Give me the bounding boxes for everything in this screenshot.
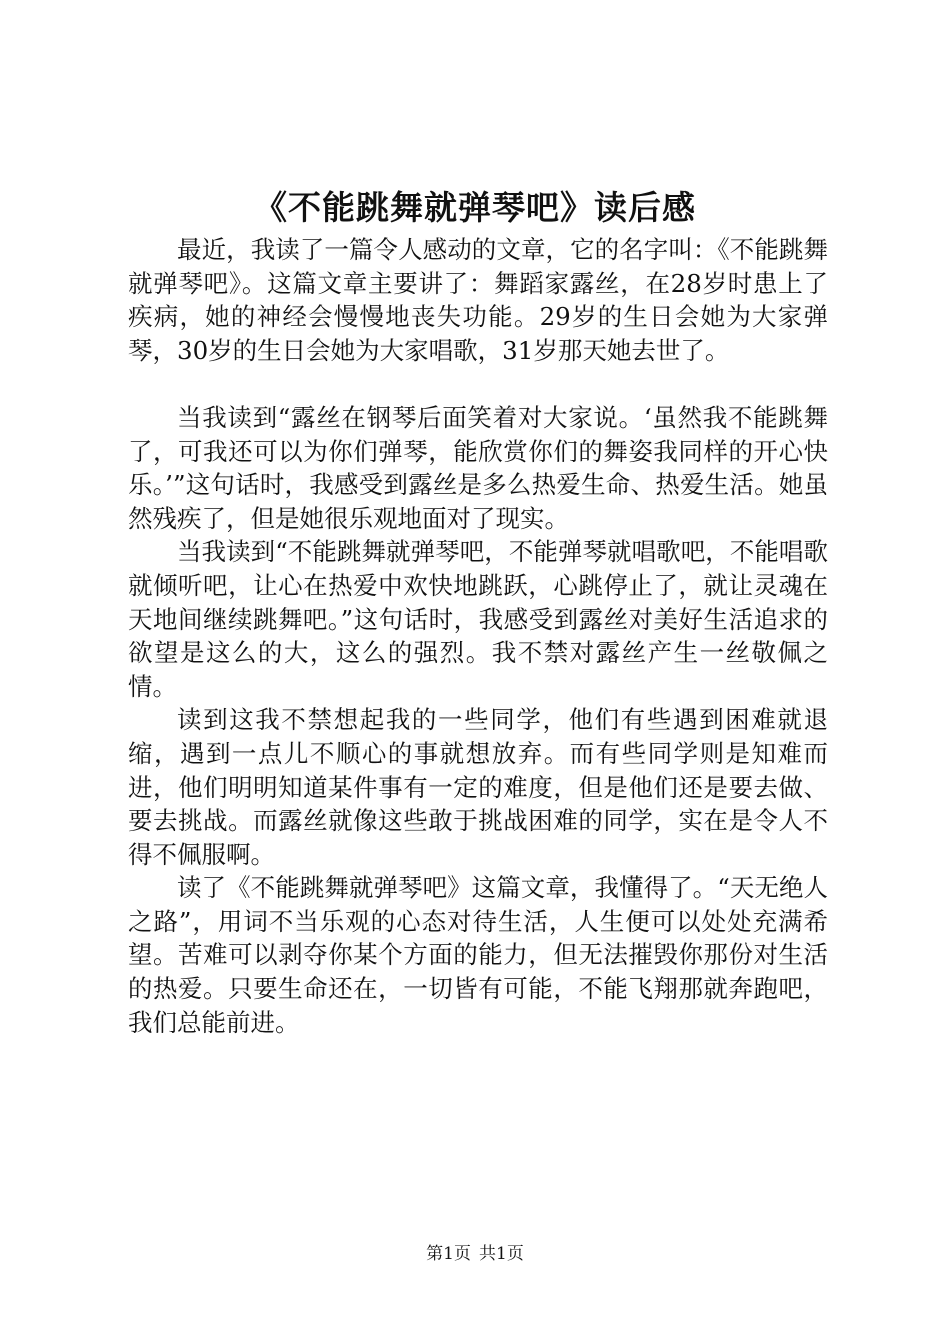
paragraph-2: 当我读到“露丝在钢琴后面笑着对大家说。‘虽然我不能跳舞了，可我还可以为你们弹琴，能欣赏你们的舞姿我同样的开心快乐。’”这句话时，我感受到露丝是多么热爱生命、热爱生活。她虽然残疾了，但是她很乐观地面对了现实。 bbox=[128, 402, 828, 533]
page-total: 共1页 bbox=[479, 1244, 524, 1264]
paragraph-5: 读了《不能跳舞就弹琴吧》这篇文章，我懂得了。“天无绝人之路”，用词不当乐观的心态对待生活，人生便可以处处充满希望。苦难可以剥夺你某个方面的能力，但无法摧毁你那份对生活的热爱。只要生命还在，一切皆有可能，不能飞翔那就奔跑吧，我们总能前进。 bbox=[128, 873, 828, 1037]
page-footer bbox=[0, 1242, 950, 1266]
paragraph-4: 读到这我不禁想起我的一些同学，他们有些遇到困难就退缩，遇到一点儿不顺心的事就想放弃。而有些同学则是知难而进，他们明明知道某件事有一定的难度，但是他们还是要去做、要去挑战。而露丝就像这些敢于挑战困难的同学，实在是令人不得不佩服啊。 bbox=[128, 705, 828, 869]
document-body bbox=[128, 233, 828, 1039]
page-number: 第1页 bbox=[426, 1244, 471, 1264]
document-title: 《不能跳舞就弹琴吧》读后感 bbox=[254, 188, 696, 227]
paragraph-3: 当我读到“不能跳舞就弹琴吧，不能弹琴就唱歌吧，不能唱歌就倾听吧，让心在热爱中欢快地跳跃，心跳停止了，就让灵魂在天地间继续跳舞吧。”这句话时，我感受到露丝对美好生活追求的欲望是这么的大，这么的强烈。我不禁对露丝产生一丝敬佩之情。 bbox=[128, 537, 828, 701]
paragraph-1: 最近，我读了一篇令人感动的文章，它的名字叫：《不能跳舞就弹琴吧》。这篇文章主要讲了：舞蹈家露丝，在28岁时患上了疾病，她的神经会慢慢地丧失功能。29岁的生日会她为大家弹琴，30岁的生日会她为大家唱歌，31岁那天她去世了。 bbox=[128, 235, 828, 365]
